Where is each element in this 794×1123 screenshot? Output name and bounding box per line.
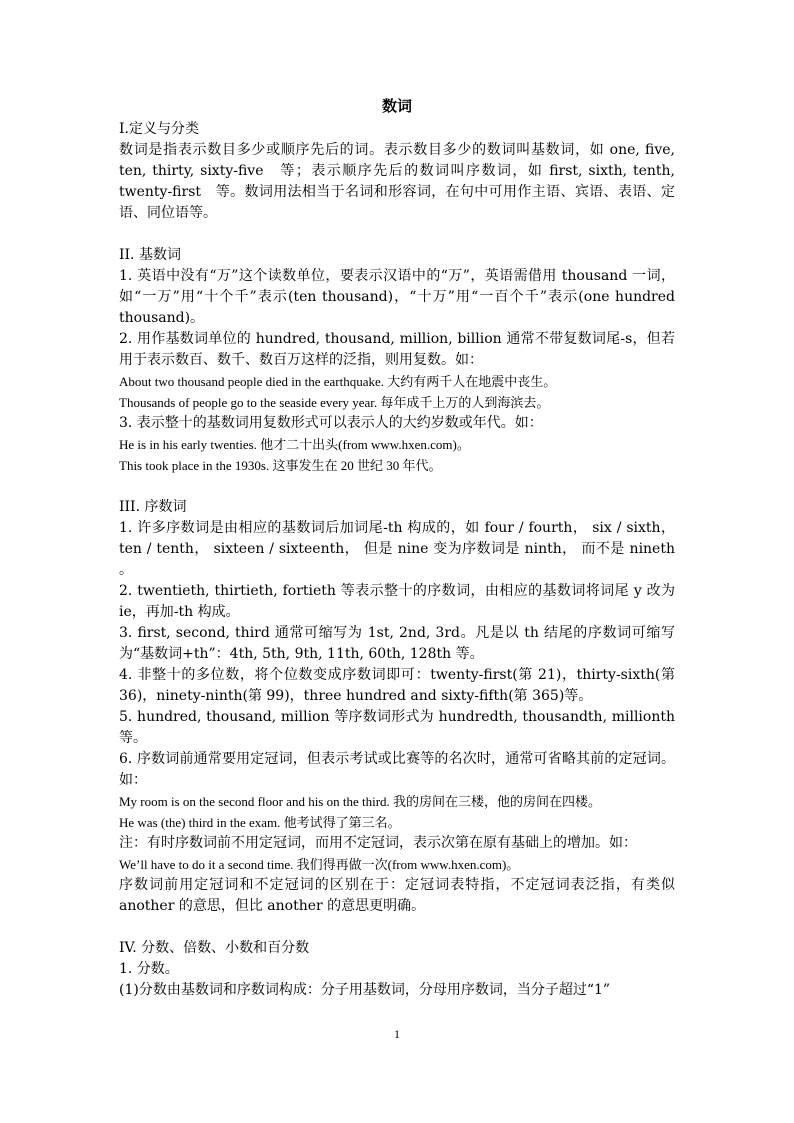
- paragraph: 2. 用作基数词单位的 hundred, thousand, million, billion 通常不带复数词尾-s，但若用于表示数百、数千、数百万这样的泛指，则用复数。如：: [119, 331, 675, 368]
- section-heading: I.定义与分类: [119, 121, 199, 137]
- section-heading: IV. 分数、倍数、小数和百分数: [119, 940, 310, 956]
- paragraph: (1)分数由基数词和序数词构成：分子用基数词，分母用序数词，当分子超过“1”: [119, 982, 611, 998]
- paragraph: 数词是指表示数目多少或顺序先后的词。表示数目多少的数词叫基数词，如 one, five, ten, thirty, sixty-five 等；表示顺序先后的数词叫序数词，如 first, sixth, tenth, twenty-first 等。数词用法相当于名词和形容词，在句中可用作主语、宾语、表语、定语、同位语等。: [119, 142, 675, 221]
- paragraph: 5. hundred, thousand, million 等序数词形式为 hundredth, thousandth, millionth 等。: [119, 709, 675, 746]
- paragraph: 6. 序数词前通常要用定冠词，但表示考试或比赛等的名次时，通常可省略其前的定冠词。如：: [119, 751, 675, 788]
- example-sentence: This took place in the 1930s. 这事发生在 20 世纪 30 年代。: [119, 458, 442, 473]
- example-sentence: My room is on the second floor and his on the third. 我的房间在三楼，他的房间在四楼。: [119, 794, 602, 809]
- section-fractions: [119, 938, 675, 1001]
- section-definition: [119, 119, 675, 224]
- paragraph: 1. 分数。: [119, 961, 179, 977]
- section-heading: III. 序数词: [119, 499, 187, 515]
- example-sentence: He is in his early twenties. 他才二十出头(from www.hxen.com)。: [119, 437, 470, 452]
- document-title: 数词: [381, 97, 412, 115]
- page-number: 1: [394, 1027, 400, 1041]
- paragraph: 1. 英语中没有“万”这个读数单位，要表示汉语中的“万”，英语需借用 thousand 一词，如“一万”用“十个千”表示(ten thousand)，“十万”用“一百个千”表示(one hundred thousand)。: [119, 268, 675, 326]
- paragraph: 4. 非整十的多位数，将个位数变成序数词即可：twenty-first(第 21)，thirty-sixth(第 36)，ninety-ninth(第 99)，three hundred and sixty-fifth(第 365)等。: [119, 667, 675, 704]
- paragraph: 3. 表示整十的基数词用复数形式可以表示人的大约岁数或年代。如：: [119, 415, 543, 431]
- example-sentence: We’ll have to do it a second time. 我们得再做一次(from www.hxen.com)。: [119, 857, 520, 872]
- section-cardinal-numbers: [119, 245, 675, 476]
- document-page: [119, 95, 675, 1001]
- paragraph: 2. twentieth, thirtieth, fortieth 等表示整十的序数词，由相应的基数词将词尾 y 改为 ie，再加-th 构成。: [119, 583, 675, 620]
- section-ordinal-numbers: [119, 497, 675, 917]
- paragraph: 序数词前用定冠词和不定冠词的区别在于：定冠词表特指，不定冠词表泛指，有类似 another 的意思，但比 another 的意思更明确。: [119, 877, 675, 914]
- paragraph: 3. first, second, third 通常可缩写为 1st, 2nd, 3rd。凡是以 th 结尾的序数词可缩写为“基数词+th”：4th, 5th, 9th, 11th, 60th, 128th 等。: [119, 625, 675, 662]
- example-sentence: Thousands of people go to the seaside every year. 每年成千上万的人到海滨去。: [119, 395, 550, 410]
- paragraph: 1. 许多序数词是由相应的基数词后加词尾-th 构成的，如 four / fourth， six / sixth， ten / tenth， sixteen / sixteenth， 但是 nine 变为序数词是 ninth， 而不是 nineth 。: [119, 520, 675, 578]
- note-paragraph: 注：有时序数词前不用定冠词，而用不定冠词，表示次第在原有基础上的增加。如：: [119, 835, 637, 851]
- example-sentence: He was (the) third in the exam. 他考试得了第三名。: [119, 815, 401, 830]
- example-sentence: About two thousand people died in the earthquake. 大约有两千人在地震中丧生。: [119, 374, 557, 389]
- section-heading: II. 基数词: [119, 247, 181, 263]
